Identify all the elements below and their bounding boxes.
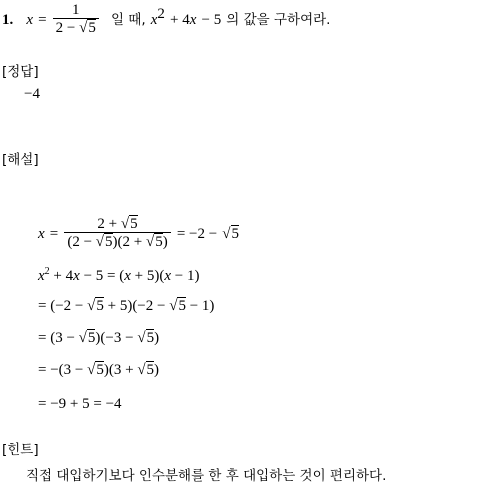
sqrt-symbol: √	[95, 234, 105, 250]
radicand: 5	[87, 330, 96, 346]
sqrt-symbol: √	[79, 20, 88, 36]
fraction-numerator: 1	[72, 2, 80, 18]
problem-text-end: 의 값을 구하여라.	[226, 12, 331, 28]
sqrt-symbol: √	[120, 216, 130, 232]
l4-a: = (3 −	[38, 330, 75, 346]
den-text: 2 −	[55, 20, 76, 36]
l2-rest: + 4	[53, 268, 74, 284]
l4-c: )	[154, 330, 160, 346]
radicand: 5	[146, 330, 155, 346]
sol-den-b: )(2 +	[112, 234, 143, 250]
radicand: 5	[155, 234, 163, 250]
problem-x: x	[26, 12, 34, 28]
l3-b: + 5)(−2 −	[107, 298, 166, 314]
l2-x4: x	[164, 268, 172, 284]
expr-exponent: 2	[157, 6, 165, 22]
radicand: 5	[231, 226, 240, 242]
problem-equals: =	[38, 12, 47, 28]
problem-number: 1.	[2, 12, 14, 28]
l5-b: )(3 +	[103, 362, 134, 378]
sol-x: x	[38, 226, 45, 242]
sqrt-symbol: √	[145, 234, 155, 250]
radicand: 5	[130, 216, 138, 232]
problem-text-mid: 일 때,	[110, 12, 146, 28]
hint-label: [힌트]	[2, 442, 39, 458]
sqrt-symbol: √	[87, 298, 96, 314]
solution-line-5	[38, 362, 159, 379]
sqrt-symbol: √	[169, 298, 178, 314]
solution-line-4	[38, 330, 159, 347]
problem-statement	[2, 2, 330, 37]
radicand: 5	[178, 298, 186, 314]
solution-line-6: = −9 + 5 = −4	[38, 396, 122, 412]
sqrt-symbol: √	[87, 362, 96, 378]
solution-fraction	[64, 216, 170, 251]
sol-den-a: (2 −	[67, 234, 93, 250]
sqrt-symbol: √	[222, 226, 231, 242]
solution-line-2	[38, 268, 200, 285]
solution-line-3	[38, 298, 214, 315]
radicand: 5	[105, 234, 113, 250]
expr-rest: + 4	[170, 12, 190, 28]
sol-eq: =	[49, 226, 59, 242]
l2-x3: x	[124, 268, 131, 284]
answer-value: −4	[24, 86, 40, 102]
solution-line-1	[38, 216, 239, 251]
hint-text: 직접 대입하기보다 인수분해를 한 후 대입하는 것이 편리하다.	[26, 468, 387, 484]
sqrt-symbol: √	[137, 362, 146, 378]
sol-num-text: 2 +	[97, 216, 118, 232]
solution-label: [해설]	[2, 152, 39, 168]
radicand: 5	[96, 298, 104, 314]
l3-a: = (−2 −	[38, 298, 84, 314]
expr-x2: x	[189, 12, 197, 28]
sol-rhs: = −2 −	[176, 226, 218, 242]
radicand: 5	[96, 362, 104, 378]
l2-x2: x	[73, 268, 80, 284]
problem-fraction	[53, 2, 99, 37]
l2-end: − 1)	[174, 268, 200, 284]
l2-exp: 2	[44, 266, 50, 277]
radicand: 5	[88, 20, 96, 36]
sol-numerator	[94, 216, 140, 232]
answer-label: [정답]	[2, 64, 39, 80]
fraction-denominator	[53, 18, 99, 37]
radicand: 5	[146, 362, 155, 378]
sol-den-c: )	[162, 234, 168, 250]
l5-c: )	[154, 362, 160, 378]
l3-c: − 1)	[189, 298, 215, 314]
l2-tail: − 5 = (	[83, 268, 125, 284]
sqrt-symbol: √	[137, 330, 146, 346]
l2-x: x	[38, 268, 45, 284]
l4-b: )(−3 −	[95, 330, 134, 346]
sqrt-symbol: √	[78, 330, 87, 346]
expr-x: x	[150, 12, 158, 28]
l5-a: = −(3 −	[38, 362, 84, 378]
sol-denominator	[64, 232, 170, 251]
expr-tail: − 5	[201, 12, 222, 28]
l2-mid: + 5)(	[134, 268, 165, 284]
